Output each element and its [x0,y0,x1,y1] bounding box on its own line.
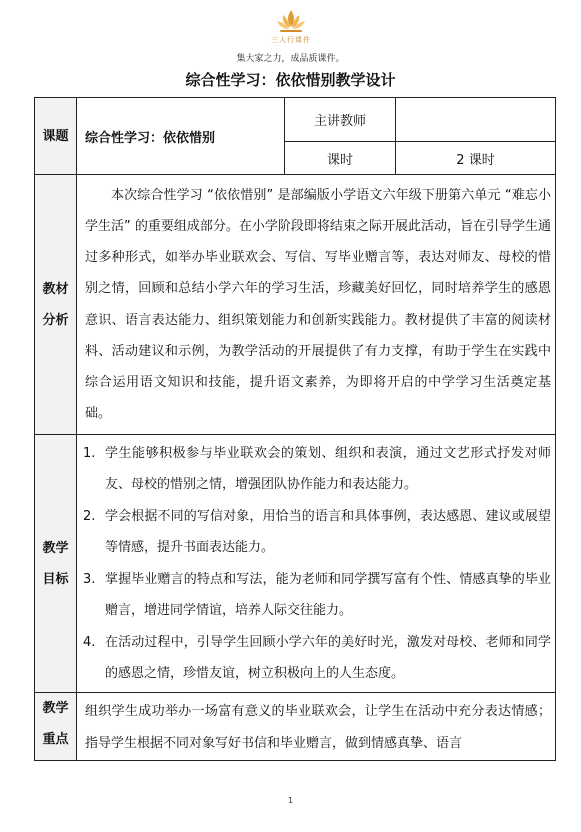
document-title: 综合性学习：依依惜别教学设计 [185,71,396,89]
hours-value: 2 课时 [396,142,556,175]
logo-text: 三人行课件 [271,36,311,44]
analysis-cell [77,175,556,435]
objectives-cell [77,435,556,693]
analysis-label: 教材分析 [42,281,69,328]
focus-text: 组织学生成功举办一场富有意义的毕业联欢会，让学生在活动中充分表达情感；指导学生根据不同对象写好书信和毕业赠言，做到情感真挚、语言 [85,704,551,751]
topic-label: 课题 [42,128,69,144]
objective-text: 掌握毕业赠言的特点和写法，能为老师和同学撰写富有个性、情感真挚的毕业赠言，增进同学情谊，培养人际交往能力。 [105,571,551,618]
site-logo [246,8,336,50]
teacher-label: 主讲教师 [285,98,396,142]
objective-number: 3. [83,571,96,587]
lesson-plan-table [34,97,556,761]
objective-item [83,438,551,501]
objective-text: 学生能够积极参与毕业联欢会的策划、组织和表演，通过文艺形式抒发对师友、母校的惜别之情，增强团队协作能力和表达能力。 [105,445,551,492]
objectives-label: 教学目标 [42,540,69,587]
objective-item [83,501,551,564]
analysis-label-cell [35,175,77,435]
objective-text: 在活动过程中，引导学生回顾小学六年的美好时光，激发对母校、老师和同学的感恩之情，珍惜友谊，树立积极向上的人生态度。 [105,634,551,681]
analysis-text: 本次综合性学习 “依依惜别” 是部编版小学语文六年级下册第六单元 “难忘小学生活” 的重要组成部分。在小学阶段即将结束之际开展此活动，旨在引导学生通过多种形式，如举办毕业联欢会、写信、写毕业赠言等，表达对师友、母校的惜别之情，回顾和总结小学六年的学习生活，珍藏美好回忆，同时培养学生的感恩意识、语言表达能力、组织策划能力和创新实践能力。教材提供了丰富的阅读材料、活动建议和示例，为教学活动的开展提供了有力支撑，有助于学生在实践中综合运用语文知识和技能，提升语文素养，为即将开启的中学学习生活奠定基础。 [85,187,551,422]
topic-label-cell [35,98,77,175]
objective-text: 学会根据不同的写信对象，用恰当的语言和具体事例，表达感恩、建议或展望等情感，提升书面表达能力。 [105,508,551,555]
objective-number: 1. [83,445,96,461]
topic-value: 综合性学习：依依惜别 [77,98,285,175]
objectives-label-cell [35,435,77,693]
objective-item [83,627,551,690]
hours-label: 课时 [285,142,396,175]
focus-cell [77,693,556,761]
lotus-logo-icon [274,8,308,34]
objective-number: 2. [83,508,96,524]
focus-label-cell [35,693,77,761]
page-number: 1 [287,796,294,805]
objectives-list [77,438,555,690]
objective-item [83,564,551,627]
objective-number: 4. [83,634,96,650]
slogan: 集大家之力，成品质课件。 [236,54,345,64]
teacher-value [396,98,556,142]
focus-label: 教学重点 [42,701,69,747]
